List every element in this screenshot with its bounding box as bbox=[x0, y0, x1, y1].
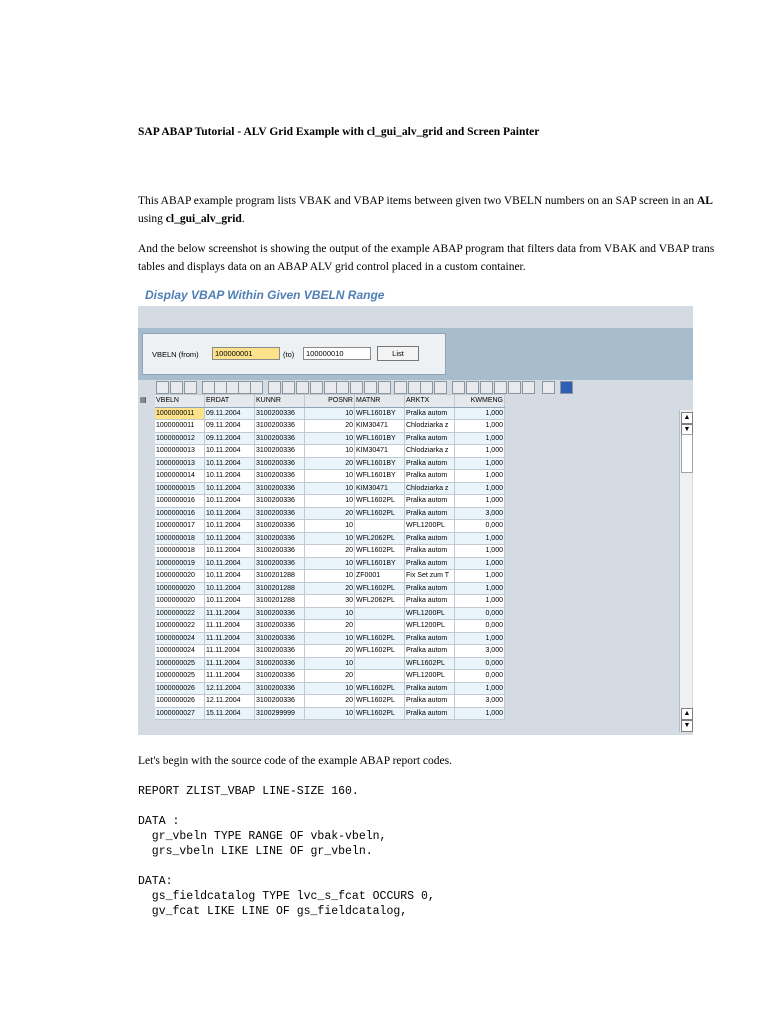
table-cell bbox=[355, 620, 405, 633]
table-cell: 3100200336 bbox=[255, 482, 305, 495]
code-line bbox=[138, 799, 435, 814]
table-cell: KIM30471 bbox=[355, 445, 405, 458]
column-header[interactable]: ARKTX bbox=[405, 395, 455, 408]
table-cell: 1,000 bbox=[455, 482, 505, 495]
table-cell: WFL1200PL bbox=[405, 607, 455, 620]
table-cell: 1000000014 bbox=[155, 470, 205, 483]
table-cell: WFL1602PL bbox=[355, 632, 405, 645]
table-cell: 3,000 bbox=[455, 695, 505, 708]
selection-area bbox=[138, 328, 693, 380]
table-cell: Pralka autom bbox=[405, 632, 455, 645]
toolbar-button-icon[interactable] bbox=[364, 381, 377, 394]
table-cell: 10 bbox=[305, 407, 355, 420]
table-cell: 1000000019 bbox=[155, 557, 205, 570]
code-block bbox=[138, 784, 435, 919]
table-cell: WFL1602PL bbox=[355, 695, 405, 708]
table-cell: Pralka autom bbox=[405, 470, 455, 483]
table-cell: 1,000 bbox=[455, 682, 505, 695]
code-line: gr_vbeln TYPE RANGE OF vbak-vbeln, bbox=[138, 830, 387, 843]
alv-toolbar bbox=[152, 380, 693, 394]
table-cell: 1,000 bbox=[455, 595, 505, 608]
row-selector[interactable] bbox=[139, 707, 155, 720]
toolbar-button-icon[interactable] bbox=[250, 381, 263, 394]
intro-text-3: . bbox=[241, 213, 245, 225]
toolbar-button-icon[interactable] bbox=[170, 381, 183, 394]
table-row[interactable] bbox=[139, 432, 505, 445]
table-cell: WFL1601BY bbox=[355, 457, 405, 470]
table-cell: 10 bbox=[305, 495, 355, 508]
table-cell: WFL1602PL bbox=[355, 507, 405, 520]
column-header[interactable]: POSNR bbox=[305, 395, 355, 408]
selection-box bbox=[142, 333, 446, 375]
intro-bold: AL bbox=[696, 195, 713, 207]
row-selector[interactable] bbox=[139, 457, 155, 470]
toolbar-button-icon[interactable] bbox=[420, 381, 433, 394]
table-cell: 10 bbox=[305, 470, 355, 483]
class-name: cl_gui_alv_grid bbox=[165, 213, 242, 225]
table-cell: KIM30471 bbox=[355, 420, 405, 433]
table-cell: 1,000 bbox=[455, 582, 505, 595]
toolbar-button-icon[interactable] bbox=[394, 381, 407, 394]
table-row[interactable] bbox=[139, 457, 505, 470]
row-selector[interactable] bbox=[139, 582, 155, 595]
table-cell: 10 bbox=[305, 682, 355, 695]
intro-paragraph bbox=[138, 192, 713, 228]
screenshot-paragraph-line-2: tables and displays data on an ABAP ALV grid control placed in a custom container. bbox=[138, 261, 526, 273]
table-cell bbox=[355, 607, 405, 620]
table-cell: 12.11.2004 bbox=[205, 695, 255, 708]
table-cell: 10.11.2004 bbox=[205, 532, 255, 545]
table-row[interactable] bbox=[139, 695, 505, 708]
row-selector[interactable] bbox=[139, 470, 155, 483]
code-line: gv_fcat LIKE LINE OF gs_fieldcatalog, bbox=[138, 905, 408, 918]
row-selector[interactable] bbox=[139, 645, 155, 658]
table-cell: 20 bbox=[305, 620, 355, 633]
table-cell: 09.11.2004 bbox=[205, 432, 255, 445]
table-cell: Pralka autom bbox=[405, 645, 455, 658]
grid-header-row bbox=[139, 395, 505, 408]
table-row[interactable] bbox=[139, 595, 505, 608]
table-cell: 1000000027 bbox=[155, 707, 205, 720]
toolbar-button-icon[interactable] bbox=[268, 381, 281, 394]
table-cell: 1,000 bbox=[455, 420, 505, 433]
table-cell: 10.11.2004 bbox=[205, 457, 255, 470]
table-cell: 10 bbox=[305, 520, 355, 533]
table-cell: 10.11.2004 bbox=[205, 445, 255, 458]
table-cell: 1000000016 bbox=[155, 495, 205, 508]
column-header[interactable]: MATNR bbox=[355, 395, 405, 408]
table-cell: Chlodziarka z bbox=[405, 482, 455, 495]
toolbar-button-icon[interactable] bbox=[336, 381, 349, 394]
table-cell: 09.11.2004 bbox=[205, 407, 255, 420]
table-cell: WFL2062PL bbox=[355, 595, 405, 608]
table-cell: Fix Set zum T bbox=[405, 570, 455, 583]
table-cell: Pralka autom bbox=[405, 507, 455, 520]
table-cell: Pralka autom bbox=[405, 557, 455, 570]
table-cell: 1000000026 bbox=[155, 695, 205, 708]
row-selector[interactable] bbox=[139, 557, 155, 570]
table-row[interactable] bbox=[139, 482, 505, 495]
scroll-down-icon-bottom[interactable]: ▼ bbox=[681, 720, 693, 732]
table-row[interactable] bbox=[139, 682, 505, 695]
row-selector[interactable] bbox=[139, 545, 155, 558]
table-cell: 10 bbox=[305, 445, 355, 458]
table-cell: 1000000011 bbox=[155, 407, 205, 420]
toolbar-button-icon[interactable] bbox=[522, 381, 535, 394]
table-cell: 10.11.2004 bbox=[205, 520, 255, 533]
table-cell: 10 bbox=[305, 482, 355, 495]
toolbar-button-icon[interactable] bbox=[434, 381, 447, 394]
table-cell: 10 bbox=[305, 657, 355, 670]
table-cell: 1,000 bbox=[455, 445, 505, 458]
table-cell: 3100200336 bbox=[255, 620, 305, 633]
table-cell: 3100200336 bbox=[255, 607, 305, 620]
table-cell: Pralka autom bbox=[405, 407, 455, 420]
row-selector[interactable] bbox=[139, 432, 155, 445]
toolbar-button-icon[interactable] bbox=[156, 381, 169, 394]
table-cell: 1,000 bbox=[455, 707, 505, 720]
table-cell: 3100200336 bbox=[255, 682, 305, 695]
vertical-scrollbar[interactable] bbox=[679, 410, 692, 732]
row-selector[interactable] bbox=[139, 632, 155, 645]
table-cell: Pralka autom bbox=[405, 595, 455, 608]
table-cell: 1000000018 bbox=[155, 545, 205, 558]
table-cell: WFL1601BY bbox=[355, 557, 405, 570]
table-cell: 0,000 bbox=[455, 670, 505, 683]
table-row[interactable] bbox=[139, 657, 505, 670]
table-row[interactable] bbox=[139, 520, 505, 533]
table-cell: 1000000020 bbox=[155, 582, 205, 595]
code-line bbox=[138, 859, 435, 874]
table-cell: 1000000024 bbox=[155, 632, 205, 645]
code-line: REPORT ZLIST_VBAP LINE-SIZE 160. bbox=[138, 785, 359, 798]
table-cell: 3100200336 bbox=[255, 657, 305, 670]
table-cell: 10 bbox=[305, 707, 355, 720]
column-header[interactable]: ERDAT bbox=[205, 395, 255, 408]
table-cell: 3100200336 bbox=[255, 495, 305, 508]
table-cell: 3100200336 bbox=[255, 407, 305, 420]
table-cell: 3100200336 bbox=[255, 420, 305, 433]
table-row[interactable] bbox=[139, 545, 505, 558]
table-row[interactable] bbox=[139, 407, 505, 420]
row-selector[interactable] bbox=[139, 482, 155, 495]
table-cell: 3100201288 bbox=[255, 595, 305, 608]
table-cell: Pralka autom bbox=[405, 532, 455, 545]
table-cell: 3100200336 bbox=[255, 632, 305, 645]
table-cell: 20 bbox=[305, 457, 355, 470]
table-cell: 1,000 bbox=[455, 632, 505, 645]
vbeln-to-label: (to) bbox=[283, 350, 295, 359]
table-cell: 3,000 bbox=[455, 645, 505, 658]
table-cell: 20 bbox=[305, 420, 355, 433]
table-cell: 10.11.2004 bbox=[205, 495, 255, 508]
table-cell: KIM30471 bbox=[355, 482, 405, 495]
table-cell: Chlodziarka z bbox=[405, 445, 455, 458]
table-cell: 1000000016 bbox=[155, 507, 205, 520]
vbeln-to-input[interactable]: 100000010 bbox=[303, 347, 371, 360]
document-title: SAP ABAP Tutorial - ALV Grid Example with cl_gui_alv_grid and Screen Painter bbox=[138, 126, 540, 138]
table-cell: 1000000013 bbox=[155, 445, 205, 458]
table-cell: 20 bbox=[305, 507, 355, 520]
table-row[interactable] bbox=[139, 470, 505, 483]
table-cell bbox=[355, 657, 405, 670]
sap-title-area bbox=[138, 306, 693, 329]
table-cell: 10.11.2004 bbox=[205, 545, 255, 558]
table-cell: 3100299999 bbox=[255, 707, 305, 720]
table-cell: 0,000 bbox=[455, 520, 505, 533]
table-cell: 10 bbox=[305, 607, 355, 620]
table-cell: 3100200336 bbox=[255, 557, 305, 570]
table-cell: WFL1602PL bbox=[355, 645, 405, 658]
list-button[interactable]: List bbox=[377, 346, 419, 361]
screenshot-paragraph bbox=[138, 240, 714, 276]
row-selector[interactable] bbox=[139, 420, 155, 433]
table-cell: 1000000022 bbox=[155, 620, 205, 633]
table-cell: 1000000024 bbox=[155, 645, 205, 658]
table-row[interactable] bbox=[139, 532, 505, 545]
table-cell: 12.11.2004 bbox=[205, 682, 255, 695]
table-cell: 10 bbox=[305, 570, 355, 583]
table-row[interactable] bbox=[139, 645, 505, 658]
table-cell: 1000000015 bbox=[155, 482, 205, 495]
table-cell: Chlodziarka z bbox=[405, 420, 455, 433]
vbeln-from-label: VBELN (from) bbox=[152, 350, 199, 359]
toolbar-button-icon[interactable] bbox=[378, 381, 391, 394]
table-row[interactable] bbox=[139, 582, 505, 595]
table-cell: 0,000 bbox=[455, 607, 505, 620]
scroll-up-icon[interactable]: ▲ bbox=[681, 412, 693, 424]
table-cell: 3100200336 bbox=[255, 507, 305, 520]
table-cell: 1000000020 bbox=[155, 595, 205, 608]
alv-table bbox=[138, 394, 505, 720]
table-cell: 1000000018 bbox=[155, 532, 205, 545]
table-cell: 20 bbox=[305, 645, 355, 658]
table-cell: 3100200336 bbox=[255, 520, 305, 533]
table-cell: 1,000 bbox=[455, 557, 505, 570]
code-line: grs_vbeln LIKE LINE OF gr_vbeln. bbox=[138, 845, 373, 858]
table-cell: WFL1601BY bbox=[355, 407, 405, 420]
table-cell: WFL1601BY bbox=[355, 432, 405, 445]
table-row[interactable] bbox=[139, 632, 505, 645]
code-line: DATA : bbox=[138, 815, 180, 828]
row-selector[interactable] bbox=[139, 520, 155, 533]
table-cell: 11.11.2004 bbox=[205, 620, 255, 633]
table-cell: 10.11.2004 bbox=[205, 507, 255, 520]
row-selector[interactable] bbox=[139, 407, 155, 420]
table-cell: 0,000 bbox=[455, 657, 505, 670]
table-cell: 20 bbox=[305, 670, 355, 683]
table-cell bbox=[355, 520, 405, 533]
table-row[interactable] bbox=[139, 620, 505, 633]
row-selector[interactable] bbox=[139, 695, 155, 708]
table-cell: 1000000025 bbox=[155, 670, 205, 683]
row-selector[interactable] bbox=[139, 532, 155, 545]
table-cell: 1000000011 bbox=[155, 420, 205, 433]
table-cell: 1000000022 bbox=[155, 607, 205, 620]
table-cell: 10.11.2004 bbox=[205, 482, 255, 495]
table-cell: 1000000017 bbox=[155, 520, 205, 533]
table-cell: WFL1200PL bbox=[405, 670, 455, 683]
screenshot-title: Display VBAP Within Given VBELN Range bbox=[145, 288, 385, 302]
table-cell: WFL1200PL bbox=[405, 620, 455, 633]
intro-text: This ABAP example program lists VBAK and VBAP items between given two VBELN numbers on an SAP screen in an bbox=[138, 195, 697, 207]
table-cell: 11.11.2004 bbox=[205, 607, 255, 620]
vbeln-from-input[interactable]: 100000001 bbox=[212, 347, 280, 360]
toolbar-button-icon[interactable] bbox=[296, 381, 309, 394]
table-cell: 1,000 bbox=[455, 407, 505, 420]
table-cell: 10.11.2004 bbox=[205, 557, 255, 570]
sap-screenshot bbox=[138, 306, 693, 735]
scroll-thumb[interactable] bbox=[681, 434, 693, 473]
table-cell: 1,000 bbox=[455, 495, 505, 508]
table-row[interactable] bbox=[139, 557, 505, 570]
table-cell bbox=[355, 670, 405, 683]
table-cell: Pralka autom bbox=[405, 495, 455, 508]
table-cell: 10.11.2004 bbox=[205, 582, 255, 595]
table-cell: 09.11.2004 bbox=[205, 420, 255, 433]
table-cell: 1,000 bbox=[455, 545, 505, 558]
table-cell: 1000000013 bbox=[155, 457, 205, 470]
table-cell: 1,000 bbox=[455, 470, 505, 483]
alv-grid bbox=[138, 394, 505, 720]
table-row[interactable] bbox=[139, 507, 505, 520]
table-cell: 1,000 bbox=[455, 532, 505, 545]
table-cell: 3100200336 bbox=[255, 670, 305, 683]
toolbar-button-icon[interactable] bbox=[560, 381, 573, 394]
row-selector[interactable] bbox=[139, 682, 155, 695]
table-cell: 10 bbox=[305, 532, 355, 545]
table-cell: 3100201288 bbox=[255, 570, 305, 583]
source-intro: Let's begin with the source code of the example ABAP report codes. bbox=[138, 755, 452, 767]
row-selector[interactable] bbox=[139, 607, 155, 620]
table-cell: 11.11.2004 bbox=[205, 645, 255, 658]
toolbar-button-icon[interactable] bbox=[350, 381, 363, 394]
table-cell: 0,000 bbox=[455, 620, 505, 633]
table-cell: 1,000 bbox=[455, 432, 505, 445]
toolbar-button-icon[interactable] bbox=[282, 381, 295, 394]
table-cell: 3100200336 bbox=[255, 470, 305, 483]
table-row[interactable] bbox=[139, 570, 505, 583]
row-selector[interactable] bbox=[139, 620, 155, 633]
intro-text-2: using bbox=[138, 213, 166, 225]
table-cell: 10 bbox=[305, 557, 355, 570]
row-selector[interactable] bbox=[139, 570, 155, 583]
table-cell: Pralka autom bbox=[405, 457, 455, 470]
table-cell: WFL1602PL bbox=[405, 657, 455, 670]
column-header[interactable]: KWMENG bbox=[455, 395, 505, 408]
table-cell: WFL1602PL bbox=[355, 545, 405, 558]
row-selector[interactable] bbox=[139, 495, 155, 508]
table-cell: Pralka autom bbox=[405, 695, 455, 708]
table-cell: WFL1601BY bbox=[355, 470, 405, 483]
table-cell: 11.11.2004 bbox=[205, 670, 255, 683]
table-cell: 10 bbox=[305, 632, 355, 645]
table-row[interactable] bbox=[139, 420, 505, 433]
row-selector[interactable] bbox=[139, 657, 155, 670]
toolbar-button-icon[interactable] bbox=[480, 381, 493, 394]
table-cell: ZF0001 bbox=[355, 570, 405, 583]
table-cell: 20 bbox=[305, 695, 355, 708]
table-cell: Pralka autom bbox=[405, 432, 455, 445]
table-cell: 3100200336 bbox=[255, 532, 305, 545]
row-selector[interactable] bbox=[139, 670, 155, 683]
table-cell: 11.11.2004 bbox=[205, 657, 255, 670]
table-row[interactable] bbox=[139, 670, 505, 683]
scroll-up-icon-bottom[interactable]: ▲ bbox=[681, 708, 693, 720]
table-cell: 30 bbox=[305, 595, 355, 608]
table-cell: 1,000 bbox=[455, 457, 505, 470]
table-cell: 3100200336 bbox=[255, 445, 305, 458]
table-cell: WFL1602PL bbox=[355, 707, 405, 720]
table-cell: WFL1602PL bbox=[355, 495, 405, 508]
table-cell: 3100200336 bbox=[255, 457, 305, 470]
table-cell: Pralka autom bbox=[405, 707, 455, 720]
row-selector[interactable] bbox=[139, 595, 155, 608]
select-all-icon[interactable]: ▤ bbox=[139, 395, 155, 408]
table-row[interactable] bbox=[139, 495, 505, 508]
toolbar-button-icon[interactable] bbox=[452, 381, 465, 394]
table-cell: 3100200336 bbox=[255, 695, 305, 708]
toolbar-button-icon[interactable] bbox=[542, 381, 555, 394]
table-cell: 10.11.2004 bbox=[205, 570, 255, 583]
table-row[interactable] bbox=[139, 607, 505, 620]
table-cell: Pralka autom bbox=[405, 682, 455, 695]
table-cell: 20 bbox=[305, 582, 355, 595]
column-header[interactable]: VBELN bbox=[155, 395, 205, 408]
table-cell: WFL2062PL bbox=[355, 532, 405, 545]
table-cell: 3100200336 bbox=[255, 545, 305, 558]
table-cell: 10 bbox=[305, 432, 355, 445]
toolbar-button-icon[interactable] bbox=[494, 381, 507, 394]
code-line: DATA: bbox=[138, 875, 173, 888]
table-cell: 20 bbox=[305, 545, 355, 558]
toolbar-button-icon[interactable] bbox=[508, 381, 521, 394]
table-cell: 10.11.2004 bbox=[205, 470, 255, 483]
table-cell: Pralka autom bbox=[405, 545, 455, 558]
row-selector[interactable] bbox=[139, 507, 155, 520]
column-header[interactable]: KUNNR bbox=[255, 395, 305, 408]
toolbar-button-icon[interactable] bbox=[310, 381, 323, 394]
toolbar-button-icon[interactable] bbox=[466, 381, 479, 394]
table-cell: 3100201288 bbox=[255, 582, 305, 595]
table-cell: 11.11.2004 bbox=[205, 632, 255, 645]
table-cell: Pralka autom bbox=[405, 582, 455, 595]
table-cell: 10.11.2004 bbox=[205, 595, 255, 608]
table-cell: 15.11.2004 bbox=[205, 707, 255, 720]
toolbar-button-icon[interactable] bbox=[184, 381, 197, 394]
table-cell: WFL1602PL bbox=[355, 582, 405, 595]
screenshot-paragraph-line-1: And the below screenshot is showing the output of the example ABAP program that filters data from VBAK and VBAP trans bbox=[138, 243, 715, 255]
table-cell: 1000000020 bbox=[155, 570, 205, 583]
table-cell: 3100200336 bbox=[255, 645, 305, 658]
table-row[interactable] bbox=[139, 707, 505, 720]
table-row[interactable] bbox=[139, 445, 505, 458]
table-cell: 3100200336 bbox=[255, 432, 305, 445]
code-line: gs_fieldcatalog TYPE lvc_s_fcat OCCURS 0, bbox=[138, 890, 435, 903]
table-cell: 1000000026 bbox=[155, 682, 205, 695]
table-cell: 1000000012 bbox=[155, 432, 205, 445]
table-cell: WFL1200PL bbox=[405, 520, 455, 533]
table-cell: 1,000 bbox=[455, 570, 505, 583]
scroll-down-icon[interactable]: ▼ bbox=[681, 424, 693, 436]
row-selector[interactable] bbox=[139, 445, 155, 458]
table-cell: 3,000 bbox=[455, 507, 505, 520]
table-cell: 1000000025 bbox=[155, 657, 205, 670]
table-cell: WFL1602PL bbox=[355, 682, 405, 695]
